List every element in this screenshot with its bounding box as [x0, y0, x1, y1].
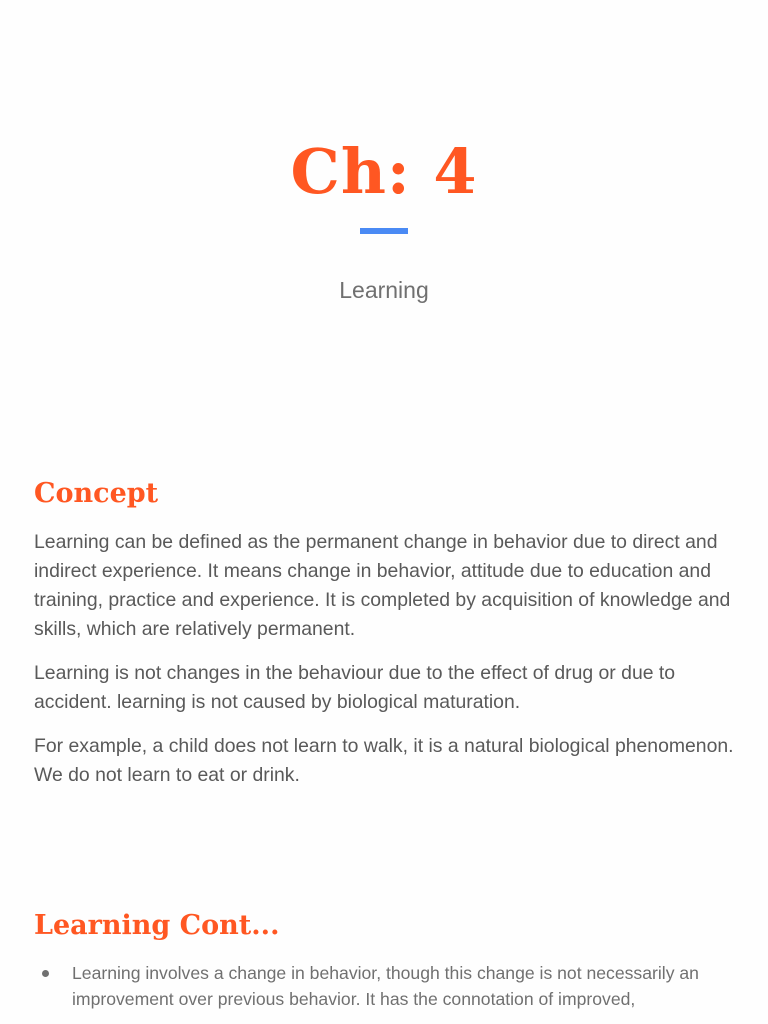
- chapter-title: Ch: 4: [290, 135, 478, 208]
- bullet-item-text: Learning involves a change in behavior, though this change is not necessarily an improvement over previous behavior. It has the connotation of improved,: [72, 963, 699, 1009]
- bullet-item: [34, 960, 734, 1012]
- learning-cont-heading: Learning Cont...: [34, 910, 280, 941]
- title-divider: [360, 228, 408, 234]
- concept-paragraph-example: For example, a child does not learn to walk, it is a natural biological phenomenon. We do not learn to eat or drink.: [34, 735, 734, 786]
- chapter-subtitle: Learning: [339, 277, 429, 303]
- bullet-dot-icon: [42, 970, 49, 977]
- concept-paragraph-exclusions: Learning is not changes in the behaviour due to the effect of drug or due to accident. learning is not caused by biological maturation.: [34, 662, 676, 713]
- concept-heading: Concept: [34, 478, 159, 509]
- concept-section: [34, 474, 734, 805]
- learning-cont-bullet-list: [34, 960, 734, 1012]
- concept-paragraph-definition: Learning can be defined as the permanent change in behavior due to direct and indirect experience. It means change in behavior, attitude due to education and training, practice and experience. It is completed by acquisition of knowledge and skills, which are relatively permanent.: [34, 531, 731, 640]
- learning-cont-section: [34, 906, 734, 1012]
